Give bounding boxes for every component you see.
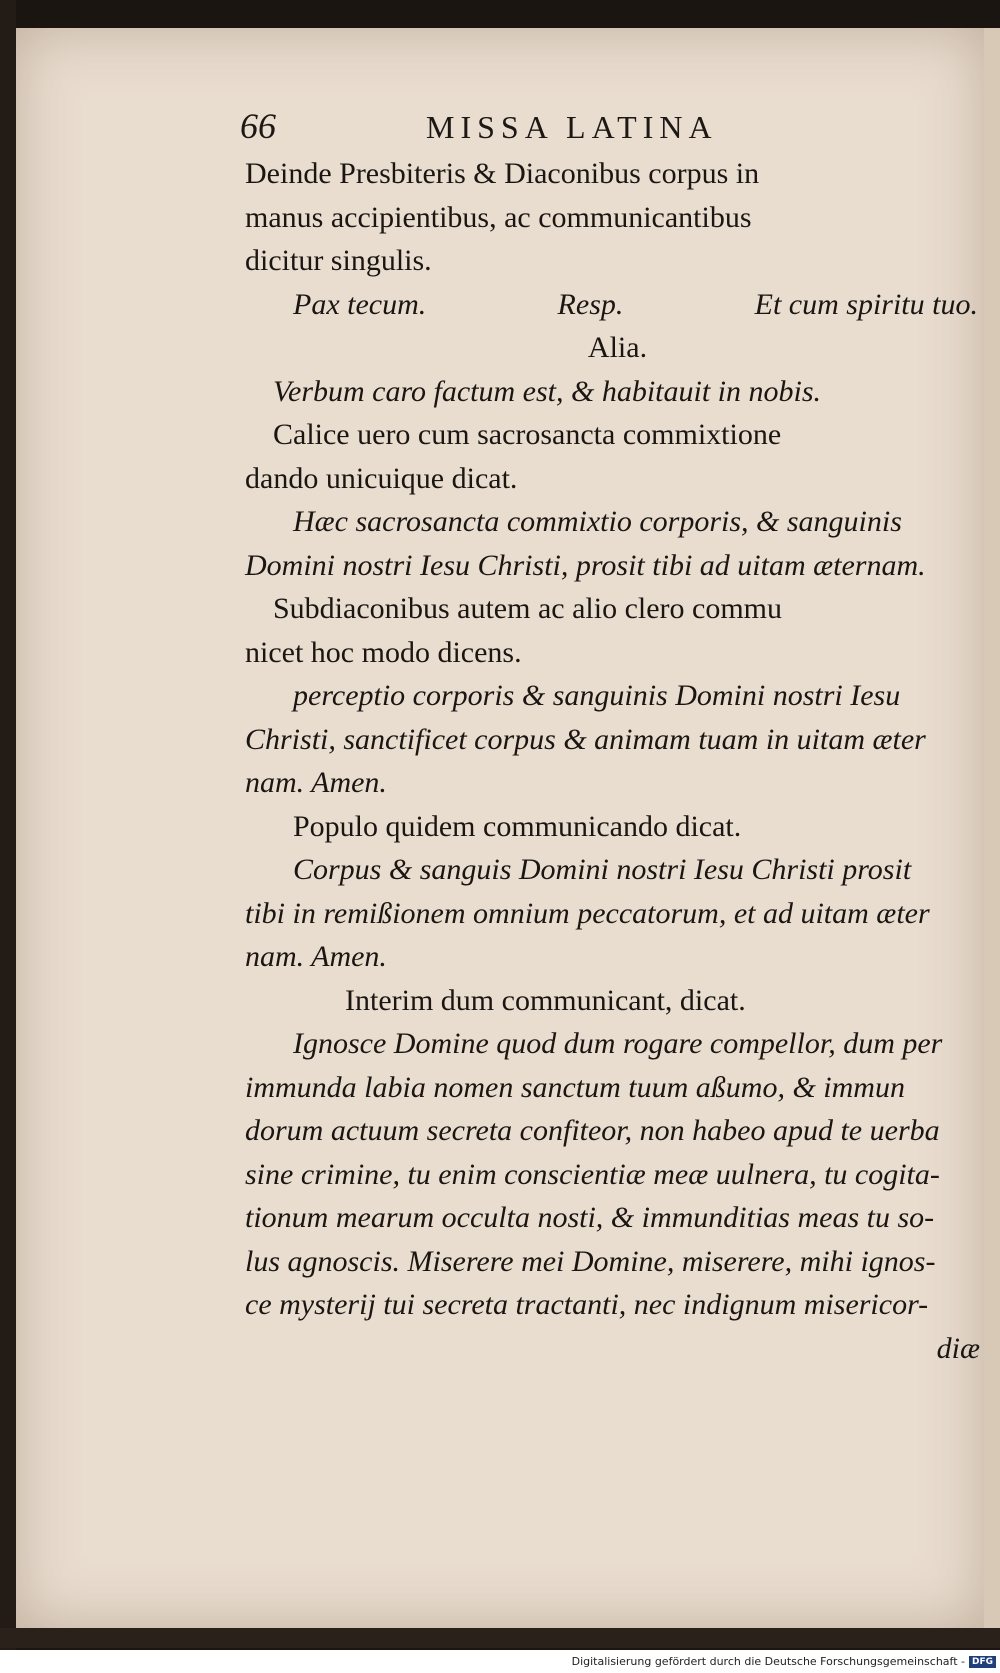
text-line: nam. Amen. <box>245 940 387 973</box>
page-header <box>240 105 1000 145</box>
text-line: Calice uero cum sacrosancta commixtione <box>273 418 782 451</box>
page-text <box>245 152 990 1370</box>
dfg-logo: DFG <box>969 1656 996 1668</box>
footer-credit: Digitalisierung gefördert durch die Deutsche Forschungsgemeinschaft - <box>571 1655 965 1668</box>
text-line: perceptio corporis & sanguinis Domini nostri Iesu <box>293 679 901 712</box>
text-line: sine crimine, tu enim conscientiæ meæ uulnera, tu cogita- <box>245 1157 940 1191</box>
text-line: tibi in remißionem omnium peccatorum, et ad uitam æter <box>245 896 930 930</box>
text-line: immunda labia nomen sanctum tuum aßumo, & immun <box>245 1070 905 1104</box>
versicle-response-line <box>245 283 990 327</box>
text-line: dorum actuum secreta confiteor, non habeo apud te uerba <box>245 1114 940 1147</box>
rubric-line: Interim dum communicant, dicat. <box>345 983 746 1017</box>
text-line: ce mysterij tui secreta tractanti, nec indignum misericor- <box>245 1288 929 1321</box>
text-line: dicitur singulis. <box>245 244 432 277</box>
text-line: Christi, sanctificet corpus & animam tuam in uitam æter <box>245 722 926 756</box>
text-line: Verbum caro factum est, & habitauit in nobis. <box>273 374 822 408</box>
catchword: diæ <box>936 1331 980 1365</box>
text-line: Hæc sacrosancta commixtio corporis, & sanguinis <box>293 505 902 538</box>
text-line: dando unicuique dicat. <box>245 461 518 495</box>
text-line: Corpus & sanguis Domini nostri Iesu Christi prosit <box>293 853 912 886</box>
text-line: lus agnoscis. Miserere mei Domine, miserere, mihi ignos- <box>245 1244 936 1278</box>
page-number: 66 <box>240 106 276 146</box>
response: Et cum spiritu tuo. <box>754 287 978 321</box>
text-line: nam. Amen. <box>245 766 387 799</box>
text-line: manus accipientibus, ac communicantibus <box>245 200 752 234</box>
binding-shadow <box>0 0 16 1673</box>
text-line: Populo quidem communicando dicat. <box>293 809 742 843</box>
digitization-footer <box>0 1650 1000 1673</box>
text-line: Deinde Presbiteris & Diaconibus corpus in <box>245 157 760 190</box>
response-marker: Resp. <box>557 287 624 321</box>
text-line: nicet hoc modo dicens. <box>245 635 522 669</box>
running-head: MISSA LATINA <box>426 109 718 145</box>
text-line: Ignosce Domine quod dum rogare compellor, dum per <box>293 1027 943 1060</box>
text-line: Domini nostri Iesu Christi, prosit tibi ad uitam æternam. <box>245 548 926 582</box>
scan-bottom-strip <box>0 1628 1000 1648</box>
text-line: Subdiaconibus autem ac alio clero commu <box>273 592 783 625</box>
rubric-heading: Alia. <box>587 331 648 364</box>
versicle: Pax tecum. <box>293 287 427 321</box>
text-line: tionum mearum occulta nosti, & immunditias meas tu so- <box>245 1201 935 1234</box>
